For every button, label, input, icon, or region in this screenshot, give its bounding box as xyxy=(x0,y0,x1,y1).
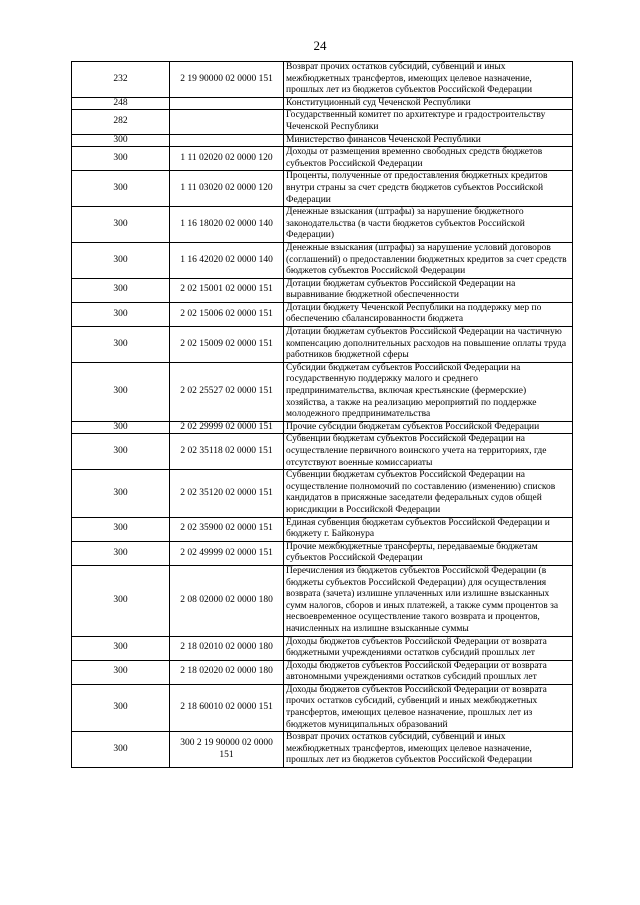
admin-code-cell: 300 xyxy=(72,278,170,302)
admin-code-cell: 300 xyxy=(72,147,170,171)
admin-code-cell: 300 xyxy=(72,684,170,731)
admin-code-cell: 282 xyxy=(72,110,170,134)
admin-code-cell: 300 xyxy=(72,732,170,768)
budget-code-cell: 1 16 18020 02 0000 140 xyxy=(170,207,284,243)
description-cell: Министерство финансов Чеченской Республики xyxy=(284,134,573,147)
description-cell: Доходы бюджетов субъектов Российской Федерации от возврата автономными учреждениями остатков субсидий прошлых лет xyxy=(284,660,573,684)
admin-code-cell: 300 xyxy=(72,302,170,326)
admin-code-cell: 300 xyxy=(72,362,170,421)
table-row xyxy=(72,434,573,470)
budget-code-cell: 2 02 15009 02 0000 151 xyxy=(170,327,284,363)
budget-code-cell: 2 02 35900 02 0000 151 xyxy=(170,517,284,541)
budget-code-cell: 2 08 02000 02 0000 180 xyxy=(170,565,284,636)
description-cell: Доходы бюджетов субъектов Российской Федерации от возврата бюджетными учреждениями остатков субсидий прошлых лет xyxy=(284,636,573,660)
description-cell: Прочие субсидии бюджетам субъектов Российской Федерации xyxy=(284,421,573,434)
admin-code-cell: 300 xyxy=(72,327,170,363)
description-cell: Дотации бюджету Чеченской Республики на поддержку мер по обеспечению сбалансированности бюджета xyxy=(284,302,573,326)
admin-code-cell: 300 xyxy=(72,517,170,541)
table-row xyxy=(72,684,573,731)
description-cell: Субвенции бюджетам субъектов Российской Федерации на осуществление полномочий по составлению (изменению) списков кандидатов в присяжные заседатели федеральных судов общей юрисдикции в Российской Федерации xyxy=(284,470,573,517)
description-cell: Дотации бюджетам субъектов Российской Федерации на выравнивание бюджетной обеспеченности xyxy=(284,278,573,302)
budget-code-cell xyxy=(170,134,284,147)
description-cell: Дотации бюджетам субъектов Российской Федерации на частичную компенсацию дополнительных расходов на повышение оплаты труда работников бюджетной сферы xyxy=(284,327,573,363)
budget-code-cell: 2 18 02020 02 0000 180 xyxy=(170,660,284,684)
budget-code-cell: 2 02 25527 02 0000 151 xyxy=(170,362,284,421)
admin-code-cell: 300 xyxy=(72,207,170,243)
budget-code-cell: 2 02 49999 02 0000 151 xyxy=(170,541,284,565)
admin-code-cell: 300 xyxy=(72,171,170,207)
table-row xyxy=(72,242,573,278)
admin-code-cell: 248 xyxy=(72,97,170,110)
table-row xyxy=(72,302,573,326)
admin-code-cell: 300 xyxy=(72,134,170,147)
description-cell: Проценты, полученные от предоставления бюджетных кредитов внутри страны за счет средств бюджетов субъектов Российской Федерации xyxy=(284,171,573,207)
table-row xyxy=(72,97,573,110)
table-row xyxy=(72,207,573,243)
budget-code-cell: 1 11 03020 02 0000 120 xyxy=(170,171,284,207)
table-row xyxy=(72,278,573,302)
admin-code-cell: 232 xyxy=(72,62,170,98)
budget-code-cell: 2 02 15006 02 0000 151 xyxy=(170,302,284,326)
description-cell: Государственный комитет по архитектуре и градостроительству Чеченской Республики xyxy=(284,110,573,134)
description-cell: Денежные взыскания (штрафы) за нарушение условий договоров (соглашений) о предоставлении бюджетных кредитов за счет средств бюджетов субъектов Российской Федерации xyxy=(284,242,573,278)
budget-code-cell: 1 16 42020 02 0000 140 xyxy=(170,242,284,278)
admin-code-cell: 300 xyxy=(72,565,170,636)
table-row xyxy=(72,565,573,636)
admin-code-cell: 300 xyxy=(72,242,170,278)
table-row xyxy=(72,660,573,684)
budget-code-cell xyxy=(170,110,284,134)
description-cell: Доходы бюджетов субъектов Российской Федерации от возврата прочих остатков субсидий, субвенций и иных межбюджетных трансфертов, имеющих целевое назначение, прошлых лет из бюджетов муниципальных образований xyxy=(284,684,573,731)
admin-code-cell: 300 xyxy=(72,541,170,565)
budget-code-cell xyxy=(170,97,284,110)
budget-code-cell: 2 02 29999 02 0000 151 xyxy=(170,421,284,434)
table-row xyxy=(72,147,573,171)
table-row xyxy=(72,732,573,768)
budget-code-cell: 1 11 02020 02 0000 120 xyxy=(170,147,284,171)
description-cell: Возврат прочих остатков субсидий, субвенций и иных межбюджетных трансфертов, имеющих целевое назначение, прошлых лет из бюджетов субъектов Российской Федерации xyxy=(284,732,573,768)
admin-code-cell: 300 xyxy=(72,470,170,517)
table-body xyxy=(72,62,573,768)
budget-code-cell: 2 19 90000 02 0000 151 xyxy=(170,62,284,98)
description-cell: Перечисления из бюджетов субъектов Российской Федерации (в бюджеты субъектов Российской Федерации) для осуществления возврата (зачета) излишне уплаченных или излишне взысканных сумм налогов, сборов и иных платежей, а также сумм процентов за несвоевременное осуществление такого возврата и процентов, начисленных на излишне взысканные суммы xyxy=(284,565,573,636)
budget-code-cell: 2 02 35120 02 0000 151 xyxy=(170,470,284,517)
budget-code-cell: 2 18 60010 02 0000 151 xyxy=(170,684,284,731)
budget-code-cell: 2 18 02010 02 0000 180 xyxy=(170,636,284,660)
admin-code-cell: 300 xyxy=(72,434,170,470)
description-cell: Субсидии бюджетам субъектов Российской Федерации на государственную поддержку малого и среднего предпринимательства, включая крестьянские (фермерские) хозяйства, а также на реализацию мероприятий по поддержке молодежного предпринимательства xyxy=(284,362,573,421)
table-row xyxy=(72,517,573,541)
admin-code-cell: 300 xyxy=(72,636,170,660)
table-row xyxy=(72,62,573,98)
description-cell: Доходы от размещения временно свободных средств бюджетов субъектов Российской Федерации xyxy=(284,147,573,171)
table-row xyxy=(72,110,573,134)
table-row xyxy=(72,541,573,565)
table-row xyxy=(72,470,573,517)
page-number: 24 xyxy=(313,38,327,53)
table-row xyxy=(72,134,573,147)
budget-code-cell: 2 02 15001 02 0000 151 xyxy=(170,278,284,302)
table-row xyxy=(72,362,573,421)
description-cell: Прочие межбюджетные трансферты, передаваемые бюджетам субъектов Российской Федерации xyxy=(284,541,573,565)
description-cell: Денежные взыскания (штрафы) за нарушение бюджетного законодательства (в части бюджетов субъектов Российской Федерации) xyxy=(284,207,573,243)
revenue-code-table xyxy=(71,61,573,768)
table-row xyxy=(72,636,573,660)
description-cell: Субвенции бюджетам субъектов Российской Федерации на осуществление первичного воинского учета на территориях, где отсутствуют военные комиссариаты xyxy=(284,434,573,470)
table-row xyxy=(72,171,573,207)
budget-code-cell: 2 02 35118 02 0000 151 xyxy=(170,434,284,470)
table-row xyxy=(72,327,573,363)
admin-code-cell: 300 xyxy=(72,421,170,434)
budget-code-cell: 300 2 19 90000 02 0000 151 xyxy=(170,732,284,768)
description-cell: Возврат прочих остатков субсидий, субвенций и иных межбюджетных трансфертов, имеющих целевое назначение, прошлых лет из бюджетов субъектов Российской Федерации xyxy=(284,62,573,98)
table-row xyxy=(72,421,573,434)
description-cell: Единая субвенция бюджетам субъектов Российской Федерации и бюджету г. Байконура xyxy=(284,517,573,541)
admin-code-cell: 300 xyxy=(72,660,170,684)
description-cell: Конституционный суд Чеченской Республики xyxy=(284,97,573,110)
